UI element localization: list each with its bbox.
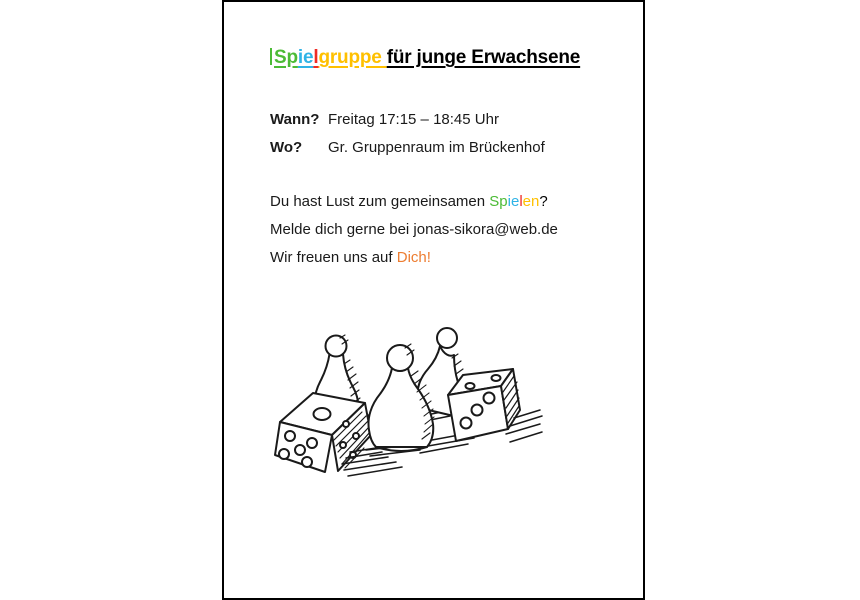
flyer-page [222,0,645,600]
left-die [275,393,371,472]
line3-prefix: Wir freuen uns auf [270,249,397,266]
right-die [448,369,520,441]
schedule-details [270,106,625,162]
flyer-content [224,2,643,484]
detail-row-when [270,106,625,134]
invitation-line-3 [270,244,625,272]
where-label: Wo? [270,139,303,156]
shadow-hatching-left-die [342,448,402,476]
detail-row-where [270,134,625,162]
page-title [270,46,625,70]
when-value: Freitag 17:15 – 18:45 Uhr [328,111,499,128]
invitation-line-2: Melde dich gerne bei jonas-sikora@web.de [270,221,558,238]
line1-prefix: Du hast Lust zum gemeinsamen [270,193,490,210]
center-pawn [368,344,434,451]
when-label: Wann? [270,111,320,128]
illustration-wrap [270,324,625,484]
text-cursor [270,48,272,65]
where-value: Gr. Gruppenraum im Brückenhof [328,139,545,156]
dice-and-pawns-illustration [270,324,545,479]
title-text: Spielgruppe für junge Erwachsene [274,47,581,68]
invitation-line-1 [270,188,625,216]
line3-highlight: Dich! [396,249,431,266]
spielen-word: Spielen? [489,193,548,210]
invitation-paragraph [270,188,625,272]
